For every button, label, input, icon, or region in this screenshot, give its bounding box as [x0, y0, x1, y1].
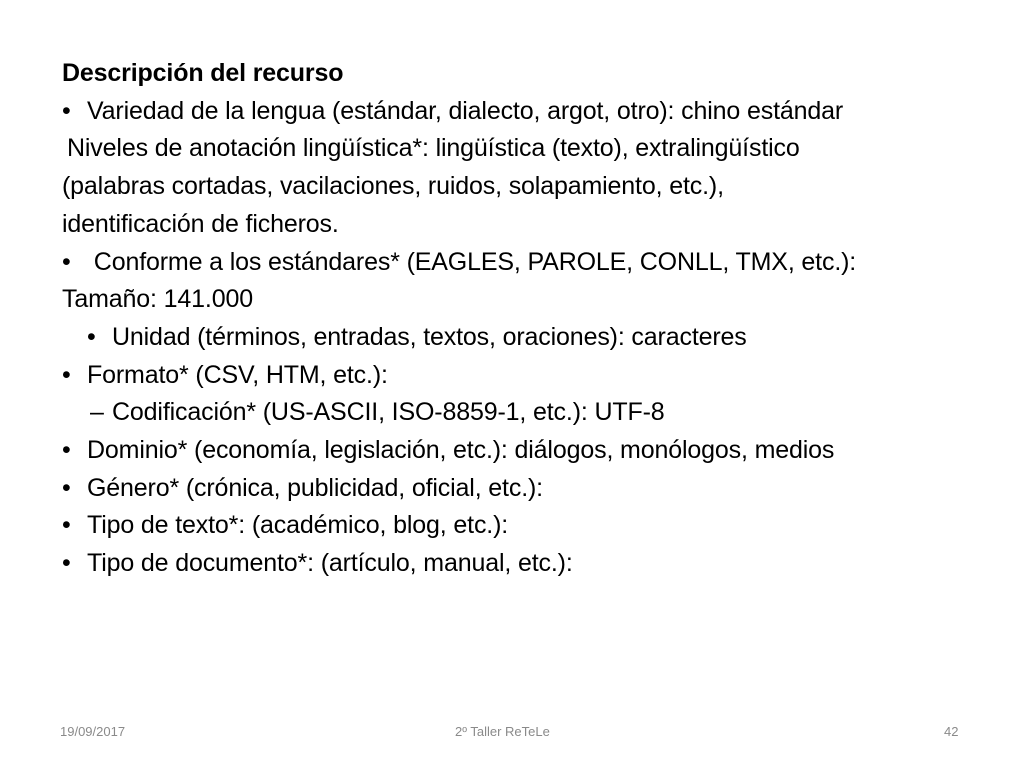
bullet-marker: • [87, 322, 96, 351]
line-niveles: Niveles de anotación lingüística*: lingüística (texto), extralingüístico [67, 134, 800, 163]
bullet-marker: • [62, 96, 71, 125]
bullet-text: Tipo de texto*: (académico, blog, etc.): [87, 511, 509, 540]
bullet-text: Dominio* (economía, legislación, etc.): diálogos, monólogos, medios [87, 436, 835, 465]
line-tamano: Tamaño: 141.000 [62, 285, 253, 314]
footer-title: 2º Taller ReTeLe [455, 724, 550, 739]
bullet-text: Género* (crónica, publicidad, oficial, etc.): [87, 473, 543, 502]
sub-bullet-codificacion [62, 394, 1002, 432]
bullet-text: Formato* (CSV, HTM, etc.): [87, 360, 388, 389]
slide-heading: Descripción del recurso [62, 59, 344, 87]
bullet-text: Tipo de documento*: (artículo, manual, etc.): [87, 549, 573, 578]
bullet-tipo-texto [62, 507, 1002, 545]
bullet-marker: • [62, 436, 71, 465]
line-palabras: (palabras cortadas, vacilaciones, ruidos, solapamiento, etc.), [62, 172, 724, 201]
dash-marker: – [90, 398, 104, 427]
bullet-marker: • [62, 247, 71, 276]
bullet-conforme [62, 244, 1002, 282]
sub-bullet-text: Codificación* (US-ASCII, ISO-8859-1, etc.): UTF-8 [112, 398, 665, 427]
bullet-marker: • [62, 511, 71, 540]
slide-content [62, 55, 1002, 583]
bullet-variedad [62, 93, 1002, 131]
bullet-marker: • [62, 549, 71, 578]
bullet-dominio [62, 432, 1002, 470]
footer-page-number: 42 [944, 724, 959, 739]
line-identificacion: identificación de ficheros. [62, 209, 339, 238]
bullet-marker: • [62, 473, 71, 502]
bullet-tipo-documento [62, 545, 1002, 583]
bullet-text: Conforme a los estándares* (EAGLES, PAROLE, CONLL, TMX, etc.): [87, 247, 857, 276]
bullet-genero [62, 470, 1002, 508]
bullet-marker: • [62, 360, 71, 389]
bullet-unidad [62, 319, 1002, 357]
bullet-text: Unidad (términos, entradas, textos, oraciones): caracteres [112, 322, 747, 351]
bullet-text: Variedad de la lengua (estándar, dialecto, argot, otro): chino estándar [87, 96, 844, 125]
bullet-formato [62, 357, 1002, 395]
footer-date: 19/09/2017 [60, 724, 126, 739]
